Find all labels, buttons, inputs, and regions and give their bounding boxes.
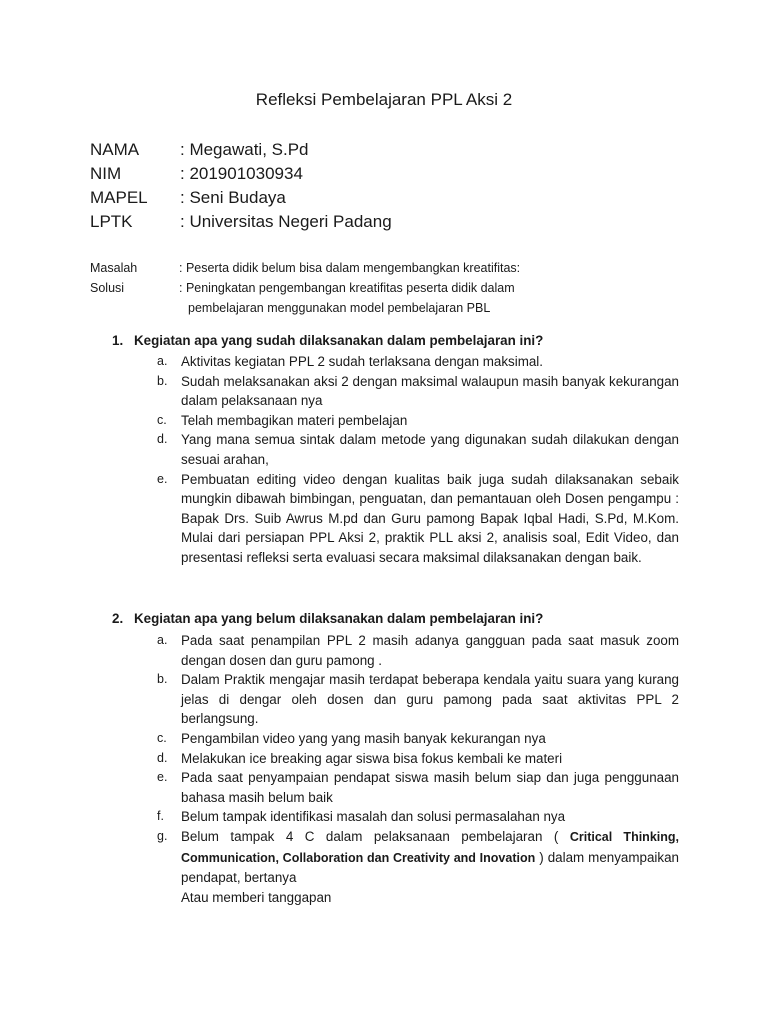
identity-key: NIM: [90, 164, 122, 183]
masalah-label: Masalah: [90, 261, 138, 275]
question-number: 1.: [112, 333, 124, 348]
masalah-row: [90, 258, 599, 278]
list-marker: e.: [157, 471, 168, 486]
list-text: Pengambilan video yang yang masih banyak kekurangan nya: [181, 730, 546, 746]
identity-key: LPTK: [90, 212, 133, 231]
list-text-extra: Atau memberi tanggapan: [181, 889, 332, 905]
question-2: [112, 611, 682, 626]
list-marker: b.: [157, 373, 168, 388]
list-marker: e.: [157, 770, 168, 785]
list-marker: d.: [157, 432, 168, 447]
list-item: [157, 470, 679, 568]
list-text: Dalam Praktik mengajar masih terdapat beberapa kendala yaitu suara yang kurang jelas di dengar oleh dosen dan guru pamong pada saat aktivitas PPL 2 berlangsung.: [181, 672, 679, 727]
list-text: Belum tampak identifikasi masalah dan solusi permasalahan nya: [181, 809, 566, 825]
identity-row-nama: [90, 138, 392, 162]
identity-row-lptk: [90, 210, 392, 234]
identity-value: : 201901030934: [180, 164, 303, 183]
list-text-emphasis: Critical Thinking, Communication, Collaboration dan Creativity and Inovation: [181, 829, 679, 865]
list-text: Yang mana semua sintak dalam metode yang digunakan sudah dilakukan dengan sesuai arahan,: [181, 432, 679, 467]
list-text: Pada saat penampilan PPL 2 masih adanya gangguan pada saat masuk zoom dengan dosen dan guru pamong .: [181, 633, 679, 668]
list-item: [157, 729, 679, 749]
identity-value: : Megawati, S.Pd: [180, 140, 309, 159]
list-text: Pembuatan editing video dengan kualitas baik juga sudah dilaksanakan sebaik mungkin dibawah bimbingan, penguatan, dan pemantauan oleh Dosen pengampu : Bapak Drs. Suib Awrus M.pd dan Guru pamong Bapak Iqbal Hadi, S.Pd, M.Kom. Mulai dari persiapan PPL Aksi 2, praktik PLL aksi 2, analisis soal, Edit Video, dan presentasi refleksi serta evaluasi secara maksimal dilaksanakan dengan baik.: [181, 471, 679, 565]
identity-row-mapel: [90, 186, 392, 210]
question-text: Kegiatan apa yang belum dilaksanakan dalam pembelajaran ini?: [134, 611, 544, 626]
list-item: [157, 768, 679, 807]
list-item: [157, 670, 679, 729]
identity-block: [90, 138, 392, 234]
list-text-4c: [181, 827, 679, 907]
list-item: [157, 430, 679, 469]
list-marker: a.: [157, 633, 168, 647]
masalah-value: : Peserta didik belum bisa dalam mengembangkan kreatifitas:: [179, 261, 521, 275]
solusi-row: [90, 278, 599, 318]
list-marker: g.: [157, 828, 168, 843]
question-2-answers: [157, 631, 679, 907]
identity-row-nim: [90, 162, 392, 186]
list-text: Aktivitas kegiatan PPL 2 sudah terlaksana dengan maksimal.: [181, 354, 543, 369]
solusi-value-continued: pembelajaran menggunakan model pembelajaran PBL: [188, 301, 491, 315]
list-marker: b.: [157, 672, 168, 687]
list-marker: c.: [157, 730, 167, 745]
question-1: [112, 333, 682, 348]
question-text: Kegiatan apa yang sudah dilaksanakan dalam pembelajaran ini?: [134, 333, 544, 348]
problem-solution-block: [90, 258, 599, 318]
identity-key: MAPEL: [90, 188, 148, 207]
list-item: [157, 352, 679, 372]
list-item: [157, 631, 679, 670]
identity-key: NAMA: [90, 140, 140, 159]
document-title: Refleksi Pembelajaran PPL Aksi 2: [255, 90, 513, 109]
list-item: [157, 827, 679, 907]
list-text: Pada saat penyampaian pendapat siswa masih belum siap dan juga penggunaan bahasa masih belum baik: [181, 770, 679, 805]
list-text: Melakukan ice breaking agar siswa bisa fokus kembali ke materi: [181, 750, 563, 766]
solusi-value-wrap: [179, 278, 599, 318]
list-item: [157, 411, 679, 431]
list-marker: a.: [157, 354, 168, 368]
list-text-after: ) dalam menyampaikan pendapat, bertanya: [181, 849, 679, 886]
list-marker: d.: [157, 750, 168, 765]
question-1-answers: [157, 352, 679, 568]
identity-value: : Universitas Negeri Padang: [180, 212, 392, 231]
list-marker: f.: [157, 809, 164, 824]
list-item: [157, 807, 679, 827]
list-text: Telah membagikan materi pembelajan: [181, 412, 408, 428]
solusi-value: : Peningkatan pengembangan kreatifitas peserta didik dalam: [179, 281, 515, 295]
list-item: [157, 749, 679, 769]
solusi-label: Solusi: [90, 281, 125, 295]
list-text: Sudah melaksanakan aksi 2 dengan maksimal walaupun masih banyak kekurangan dalam pelaksanaan nya: [181, 373, 679, 409]
identity-value: : Seni Budaya: [180, 188, 286, 207]
question-number: 2.: [112, 611, 124, 626]
list-item: [157, 372, 679, 411]
list-text-before: Belum tampak 4 C dalam pelaksanaan pembelajaran (: [181, 828, 559, 844]
list-marker: c.: [157, 412, 167, 427]
